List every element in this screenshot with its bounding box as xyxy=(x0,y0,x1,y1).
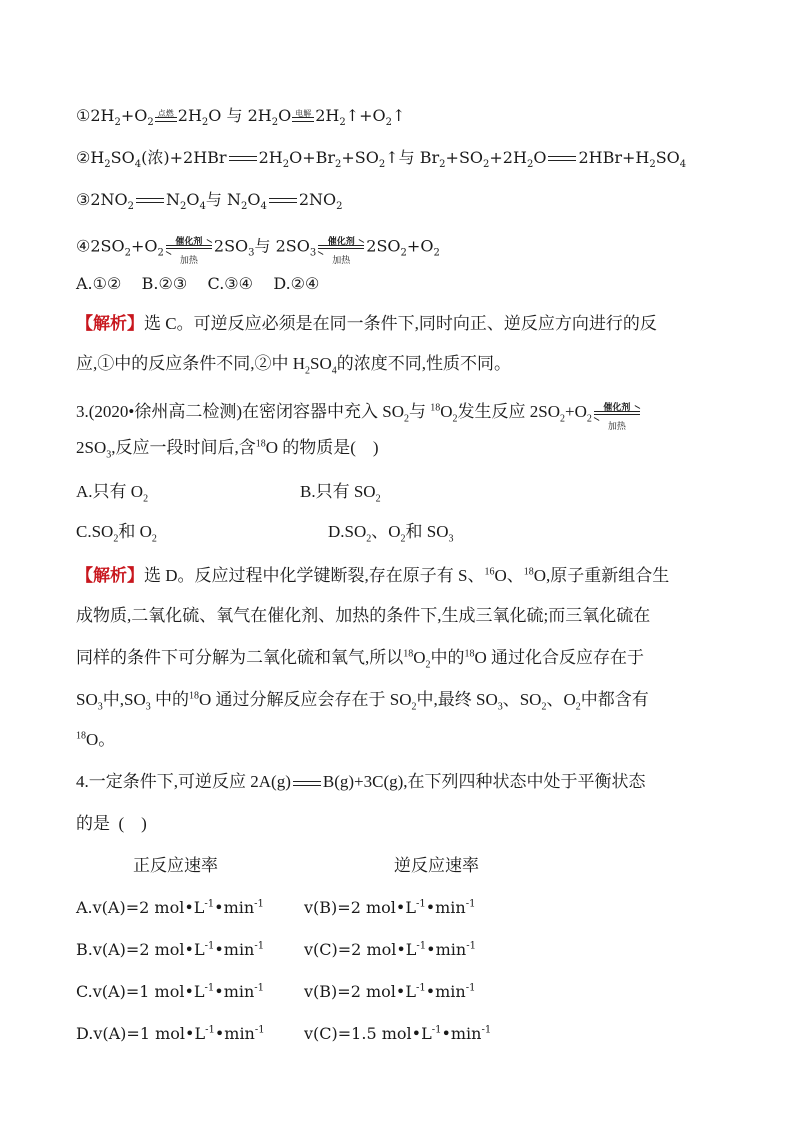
analysis-2-line-4 xyxy=(76,690,649,713)
heat-label: 加热 xyxy=(332,256,351,266)
formula: ↑与 Br xyxy=(385,148,440,167)
q4-row-A-reverse xyxy=(304,898,475,918)
q4-row-D-reverse xyxy=(304,1024,491,1044)
superscript: -1 xyxy=(481,1024,492,1036)
subscript: 2 xyxy=(240,201,248,213)
subscript: 4 xyxy=(679,159,687,171)
subscript: 2 xyxy=(147,117,154,129)
reverse-rate: •min xyxy=(441,1024,482,1043)
reverse-rate: v(C)=1.5 mol•L xyxy=(304,1024,432,1043)
reversible-arrow xyxy=(594,398,640,432)
item-number: ② xyxy=(76,148,91,167)
superscript: 18 xyxy=(403,648,414,660)
catalyst-label: 催化剂 xyxy=(327,237,355,247)
equals-sign xyxy=(548,156,576,161)
subscript: 3 xyxy=(145,701,151,713)
reaction-pair-1 xyxy=(76,106,406,129)
q4-row-A xyxy=(76,898,264,918)
subscript: 2 xyxy=(157,247,164,259)
analysis-text: 中的 xyxy=(150,690,189,709)
q4-row-D xyxy=(76,1024,265,1044)
analysis-text: 中,SO xyxy=(102,690,146,709)
catalyst-label: 催化剂 xyxy=(603,403,631,413)
subscript: 2 xyxy=(305,365,311,377)
formula: SO xyxy=(110,148,135,167)
subscript: 2 xyxy=(366,533,372,545)
question-3-line-2 xyxy=(76,438,379,461)
subscript: 2 xyxy=(282,159,290,171)
row-label: B. xyxy=(76,940,93,959)
question-3-line-1 xyxy=(76,398,642,432)
formula: 2SO xyxy=(366,236,401,256)
q3-option-D xyxy=(328,522,454,545)
reversible-arrow xyxy=(166,232,212,266)
reverse-rate: v(C)=2 mol•L xyxy=(304,940,417,959)
forward-rate: •min xyxy=(214,898,255,917)
analysis-text: 选 D。反应过程中化学键断裂,存在原子有 S、 xyxy=(144,566,485,585)
question-text: O 的物质是( ) xyxy=(265,438,379,457)
question-4-line-2 xyxy=(76,814,147,834)
subscript: 2 xyxy=(385,117,393,129)
analysis-text: O xyxy=(413,648,426,667)
subscript: 3 xyxy=(497,701,503,713)
subscript: 2 xyxy=(526,159,534,171)
subscript: 2 xyxy=(124,247,131,259)
formula: +2H xyxy=(489,148,527,167)
forward-rate: v(A)=1 mol•L xyxy=(93,1024,206,1043)
header-forward-rate xyxy=(133,856,218,876)
reversible-arrow xyxy=(318,232,364,266)
analysis-text: O 通过化合反应存在于 xyxy=(474,648,645,667)
formula: N xyxy=(166,190,181,209)
subscript: 2 xyxy=(339,117,346,129)
q4-row-B-reverse xyxy=(304,940,476,960)
superscript: -1 xyxy=(254,940,265,952)
analysis-1-line-2 xyxy=(76,354,512,377)
formula: 2H xyxy=(258,148,283,167)
column-header: 逆反应速率 xyxy=(394,856,479,875)
row-label: C. xyxy=(76,982,93,1001)
formula: O xyxy=(247,190,261,209)
subscript: 2 xyxy=(586,413,592,425)
analysis-text: O,原子重新组合生 xyxy=(533,566,670,585)
forward-rate: v(A)=1 mol•L xyxy=(92,982,205,1001)
superscript: -1 xyxy=(415,982,426,994)
reverse-rate: •min xyxy=(426,940,467,959)
question-text: O xyxy=(440,401,453,421)
heat-label: 加热 xyxy=(607,422,626,432)
subscript: 2 xyxy=(378,159,386,171)
formula: SO xyxy=(655,148,680,167)
superscript: 18 xyxy=(464,648,475,660)
superscript: -1 xyxy=(204,982,215,994)
analysis-2-line-2 xyxy=(76,606,650,626)
superscript: -1 xyxy=(466,940,476,952)
formula: 2NO xyxy=(298,190,337,209)
subscript: 2 xyxy=(114,117,121,129)
subscript: 3 xyxy=(448,533,454,545)
option-text: A.只有 O xyxy=(76,482,144,501)
answer-choices xyxy=(76,274,319,294)
row-label: A. xyxy=(76,898,93,917)
item-number: ① xyxy=(76,106,91,125)
column-header: 正反应速率 xyxy=(133,856,218,875)
question-text: ,反应一段时间后,含 xyxy=(111,438,256,457)
analysis-text: 、O xyxy=(546,690,576,709)
superscript: -1 xyxy=(205,1024,215,1036)
subscript: 2 xyxy=(400,247,407,259)
subscript: 4 xyxy=(260,201,267,213)
formula: 2SO xyxy=(90,236,125,256)
question-text: 2SO xyxy=(76,438,107,457)
superscript: -1 xyxy=(465,982,476,994)
subscript: 2 xyxy=(433,247,440,259)
formula: 2H xyxy=(315,106,340,125)
option-text: C.SO xyxy=(76,522,114,541)
subscript: 2 xyxy=(104,159,111,171)
analysis-tag: 【解析】 xyxy=(76,314,144,333)
formula: +SO xyxy=(341,148,379,167)
subscript: 3 xyxy=(309,247,317,259)
analysis-2-line-5 xyxy=(76,730,115,750)
subscript: 2 xyxy=(143,493,149,505)
subscript: 2 xyxy=(180,201,187,213)
subscript: 4 xyxy=(134,159,142,171)
analysis-text: 选 C。可逆反应必须是在同一条件下,同时向正、逆反应方向进行的反 xyxy=(144,314,657,333)
subscript: 2 xyxy=(541,701,547,713)
formula: 2NO xyxy=(90,190,128,209)
superscript: 16 xyxy=(484,566,495,578)
question-text: 的是 ( ) xyxy=(76,814,147,833)
analysis-text: SO xyxy=(76,690,98,709)
subscript: 2 xyxy=(411,701,417,713)
superscript: -1 xyxy=(416,940,427,952)
subscript: 2 xyxy=(375,493,381,505)
option-text: B.只有 SO xyxy=(300,482,376,501)
option-text: 、O xyxy=(371,522,401,541)
forward-rate: v(A)=2 mol•L xyxy=(92,898,205,917)
formula: 与 2SO xyxy=(254,236,310,256)
analysis-text: 同样的条件下可分解为二氧化硫和氧气,所以 xyxy=(76,648,404,667)
formula: O xyxy=(533,148,547,167)
superscript: 18 xyxy=(255,438,266,450)
subscript: 4 xyxy=(331,365,337,377)
question-4-line-1 xyxy=(76,772,646,792)
superscript: -1 xyxy=(204,940,215,952)
forward-rate: •min xyxy=(214,940,255,959)
subscript: 2 xyxy=(439,159,446,171)
reverse-rate: •min xyxy=(425,898,466,917)
superscript: 18 xyxy=(523,566,534,578)
option-text: 和 O xyxy=(118,522,152,541)
option-text: 和 SO xyxy=(405,522,449,541)
reaction-pair-3 xyxy=(76,190,343,213)
formula: 2SO xyxy=(213,236,249,256)
question-text: 发生反应 2SO xyxy=(457,401,561,421)
subscript: 2 xyxy=(400,533,406,545)
analysis-tag: 【解析】 xyxy=(76,566,144,585)
analysis-text: O。 xyxy=(86,730,116,749)
subscript: 2 xyxy=(483,159,490,171)
question-text: 3.(2020•徐州高二检测)在密闭容器中充入 SO xyxy=(76,401,405,421)
formula: 2HBr+H xyxy=(578,148,650,167)
forward-rate: •min xyxy=(214,982,255,1001)
question-text: B(g)+3C(g),在下列四种状态中处于平衡状态 xyxy=(322,772,646,791)
row-label: D. xyxy=(76,1024,94,1043)
heat-label: 加热 xyxy=(179,256,198,266)
header-reverse-rate xyxy=(394,856,479,876)
subscript: 2 xyxy=(336,201,343,213)
subscript: 2 xyxy=(425,659,431,671)
subscript: 2 xyxy=(452,413,458,425)
formula: O 与 2H xyxy=(208,106,272,125)
superscript: 18 xyxy=(430,402,441,414)
reaction-pair-2 xyxy=(76,148,687,171)
subscript: 2 xyxy=(201,117,209,129)
analysis-text: O、 xyxy=(494,566,524,585)
condition-label: 点燃 xyxy=(157,108,174,118)
subscript: 2 xyxy=(404,413,410,425)
subscript: 2 xyxy=(335,159,342,171)
equals-sign-with-condition xyxy=(292,110,314,124)
forward-rate: v(A)=2 mol•L xyxy=(92,940,205,959)
superscript: -1 xyxy=(431,1024,442,1036)
formula: 与 N xyxy=(205,190,241,209)
analysis-text: SO xyxy=(310,354,332,373)
equals-sign-with-condition xyxy=(155,110,177,124)
analysis-text: 、SO xyxy=(502,690,542,709)
reverse-rate: v(B)=2 mol•L xyxy=(304,982,416,1001)
formula: H xyxy=(90,148,105,167)
superscript: -1 xyxy=(254,1024,265,1036)
q3-option-C xyxy=(76,522,157,545)
analysis-text: 成物质,二氧化硫、氧气在催化剂、加热的条件下,生成三氧化硫;而三氧化硫在 xyxy=(76,606,651,625)
analysis-1-line-1 xyxy=(76,314,657,334)
formula: O+Br xyxy=(289,148,336,167)
superscript: -1 xyxy=(415,898,426,910)
subscript: 3 xyxy=(97,701,103,713)
subscript: 2 xyxy=(151,533,157,545)
analysis-text: 中都含有 xyxy=(580,690,649,709)
q3-option-A xyxy=(76,482,149,505)
analysis-2-line-3 xyxy=(76,648,645,671)
subscript: 2 xyxy=(575,701,581,713)
subscript: 4 xyxy=(199,201,206,213)
formula: 2H xyxy=(177,106,202,125)
reverse-rate: v(B)=2 mol•L xyxy=(304,898,416,917)
condition-label: 电解 xyxy=(295,108,312,118)
equals-sign xyxy=(293,781,321,786)
superscript: -1 xyxy=(254,982,265,994)
q4-row-C-reverse xyxy=(304,982,475,1002)
forward-rate: •min xyxy=(214,1024,255,1043)
question-text: +O xyxy=(565,401,587,421)
analysis-text: 中的 xyxy=(430,648,465,667)
formula: ↑ xyxy=(392,106,406,125)
analysis-2-line-1 xyxy=(76,566,669,586)
formula: (浓)+2HBr xyxy=(141,148,227,167)
reaction-pair-4 xyxy=(76,232,440,266)
equals-sign xyxy=(136,198,164,203)
item-number: ③ xyxy=(76,190,91,209)
formula: +O xyxy=(406,236,434,256)
superscript: 18 xyxy=(76,730,86,742)
catalyst-label: 催化剂 xyxy=(175,237,203,247)
q4-row-B xyxy=(76,940,264,960)
subscript: 2 xyxy=(127,201,135,213)
subscript: 2 xyxy=(649,159,656,171)
formula: +O xyxy=(120,106,148,125)
question-text: 4.一定条件下,可逆反应 2A(g) xyxy=(76,772,291,791)
formula: O xyxy=(186,190,200,209)
superscript: -1 xyxy=(204,898,215,910)
q4-row-C xyxy=(76,982,264,1002)
subscript: 2 xyxy=(113,533,119,545)
subscript: 3 xyxy=(106,449,112,461)
equals-sign xyxy=(229,156,257,161)
formula: +SO xyxy=(445,148,484,167)
superscript: -1 xyxy=(465,898,476,910)
formula: +O xyxy=(130,236,158,256)
formula: ↑+O xyxy=(345,106,386,125)
option-text: D.SO xyxy=(328,522,367,541)
analysis-text: O 通过分解反应会存在于 SO xyxy=(198,690,412,709)
subscript: 2 xyxy=(560,413,566,425)
question-text: 与 xyxy=(409,401,431,421)
subscript: 2 xyxy=(271,117,279,129)
q3-option-B xyxy=(300,482,381,505)
equals-sign xyxy=(269,198,297,203)
superscript: -1 xyxy=(254,898,264,910)
analysis-text: 的浓度不同,性质不同。 xyxy=(336,354,512,373)
analysis-text: 中,最终 SO xyxy=(416,690,498,709)
reverse-rate: •min xyxy=(425,982,466,1001)
item-number: ④ xyxy=(76,236,91,256)
subscript: 3 xyxy=(248,247,255,259)
choices-text: A.①② B.②③ C.③④ D.②④ xyxy=(76,274,320,293)
formula: O xyxy=(278,106,292,125)
superscript: 18 xyxy=(188,690,199,702)
analysis-text: 应,①中的反应条件不同,②中 H xyxy=(76,354,306,373)
formula: 2H xyxy=(90,106,115,125)
